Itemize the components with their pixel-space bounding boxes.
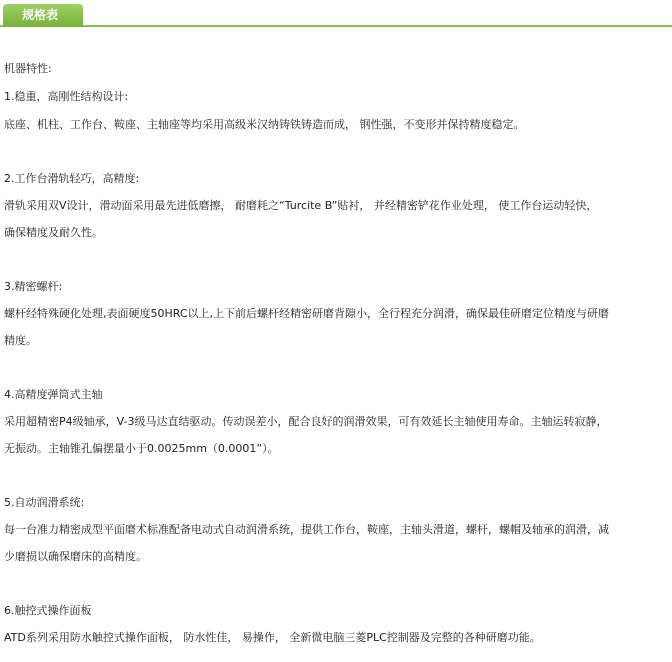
spec-tab-bar [0, 4, 672, 27]
section-4-text-1: 采用超精密P4级轴承，V-3级马达直结驱动。传动误差小，配合良好的润滑效果，可有效延长主轴使用寿命。主轴运转寂静， [4, 415, 608, 428]
section-1-text: 底座、机柱、工作台、鞍座、主轴座等均采用高级米汉纳铸铁铸造而成， 钢性强，不变形并保持精度稳定。 [4, 118, 525, 131]
spec-content [4, 62, 666, 645]
section-3-text-1: 螺杆经特殊硬化处理,表面硬度50HRC以上,上下前后螺杆经精密研磨背隙小，全行程充分润滑，确保最佳研磨定位精度与研磨 [4, 307, 610, 320]
section-4-title: 4.高精度弹筒式主轴 [4, 388, 103, 401]
section-5-title: 5.自动润滑系统: [4, 496, 85, 509]
intro-heading: 机器特性: [4, 62, 52, 75]
section-2-text-1: 滑轨采用双V设计，滑动面采用最先进低磨擦， 耐磨耗之“Turcite B”贴衬， 并经精密铲花作业处理， 使工作台运动轻快， [4, 199, 598, 212]
section-1-title: 1.稳重，高刚性结构设计: [4, 90, 129, 103]
section-4-text-2: 无振动。主轴锥孔偏摆量小于0.0025mm（0.0001”）。 [4, 442, 279, 455]
section-3-text-2: 精度。 [4, 334, 37, 347]
section-5-text-2: 少磨损以确保磨床的高精度。 [4, 550, 147, 563]
section-6-text: ATD系列采用防水触控式操作面板， 防水性佳， 易操作， 全新微电脑三菱PLC控制器及完整的各种研磨功能。 [4, 631, 541, 644]
section-6-title: 6.触控式操作面板 [4, 604, 92, 617]
section-5-text-1: 每一台准力精密成型平面磨术标准配备电动式自动润滑系统，提供工作台，鞍座，主轴头滑道，螺杆，螺帽及轴承的润滑，减 [4, 523, 609, 536]
spec-tab[interactable]: 规格表 [3, 4, 83, 27]
section-3-title: 3.精密螺杆: [4, 280, 63, 293]
section-2-title: 2.工作台滑轨轻巧，高精度: [4, 172, 140, 185]
section-2-text-2: 确保精度及耐久性。 [4, 226, 103, 239]
